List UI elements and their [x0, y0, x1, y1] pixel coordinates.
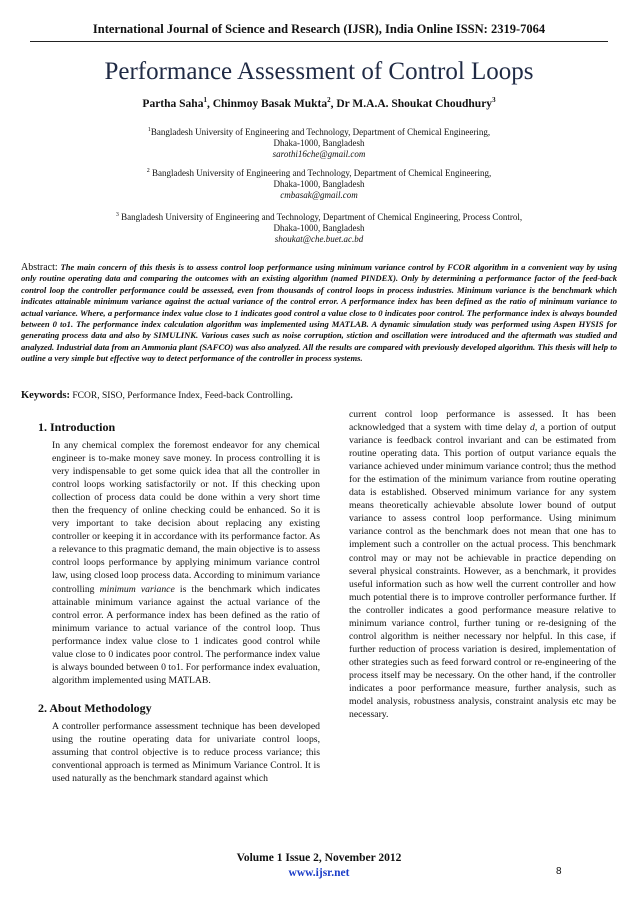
- italic-term: d: [529, 422, 535, 434]
- header-divider: [30, 41, 608, 42]
- paragraph-text: is the benchmark which indicates attainable minimum variance against the actual variance of the control error. A performance index has been defined as the ratio of minimum variance to actual variance of the control loop. Thus performance index value close to 1 indicates good control while value close to 0 indicates poor control. The performance index value is always bounded between 0 to1. For performance index evaluation, algorithm implemented using MATLAB.: [52, 583, 320, 686]
- author-name: Partha Saha: [142, 97, 204, 110]
- affiliation-sup: 1: [147, 127, 151, 133]
- italic-term: minimum variance: [99, 583, 175, 595]
- affiliation-sup: 2: [146, 168, 150, 174]
- author-sup: 3: [492, 96, 496, 104]
- abstract-label: Abstract:: [21, 262, 58, 273]
- right-column: [336, 408, 616, 721]
- affiliation-line: [0, 166, 638, 179]
- paragraph-text: In any chemical complex the foremost endeavor for any chemical engineer is to-make money save money. In process controlling it is very indispensable to get some quick idea that all the controller in control loops working satisfactorily or not. If this checking upon collection of process data could be done within a very short time then the frequency of online checking could be enhanced. So it is very important to take decision about replacing any existing controller or keeping it in accordance with its performance factor. As a relevance to this pragmatic demand, the main objective is to assess control loops performance by applying minimum variance control law, using closed loop process data. According to minimum variance controlling: [52, 440, 320, 595]
- affiliation-city: Dhaka-1000, Bangladesh: [273, 223, 365, 233]
- affiliation-1: [0, 125, 638, 160]
- author-email: cmbasak@gmail.com: [280, 190, 358, 200]
- footer-url-link[interactable]: www.ijsr.net: [288, 867, 350, 879]
- keywords-end: .: [290, 391, 293, 401]
- affiliation-2: [0, 166, 638, 201]
- author-email: shoukat@che.buet.ac.bd: [274, 234, 364, 244]
- author-name: Chinmoy Basak Mukta: [212, 97, 328, 110]
- page-number: 8: [556, 866, 562, 877]
- journal-header: International Journal of Science and Research (IJSR), India Online ISSN: 2319-7064: [92, 22, 546, 36]
- paragraph-text: , a portion of output variance is feedback control invariant and can be estimated from routine operating data. This portion of output variance equals the variance achieved under minimum variance control; thus the method for the estimation of the minimum variance from routine operating data is established. Observed minimum variance for any system means theoretically achievable absolute lower bound of output variance to assess control loop performance. Using minimum variance control as the benchmark does not mean that one has to implement such a controller on the actual process. This benchmark control may or may not be achievable in practice depending on several physical constraints. However, as a benchmark, it provides useful information such as how well the current controller and how much potential there is to improve controller performance further. If the controller indicates a good performance measure relative to minimum variance control, further tuning or re-designing of the control algorithm is neither necessary nor helpful. In this case, if further reduction of process variation is desired, implementation of other strategies such as feed forward control or re-engineering of the process itself may be necessary. On the other hand, if the controller indicates a poor performance measure, further analysis, such as model analysis, robustness analysis, constraint analysis etc may be necessary.: [349, 422, 616, 721]
- author-email: sarothi16che@gmail.com: [272, 149, 366, 159]
- section-heading-methodology: 2. About Methodology: [38, 700, 152, 715]
- left-column: [38, 420, 320, 785]
- introduction-paragraph: [38, 439, 320, 687]
- author-sep: ,: [206, 97, 213, 110]
- methodology-paragraph: A controller performance assessment technique has been developed using the routine operating data for univariate control loops, assuming that control objective is to reduce process variance; this conventional approach is termed as Minimum Variance Control. It is used naturally as the benchmark standard against which: [52, 720, 320, 785]
- affiliation-line: [0, 210, 638, 223]
- author-sup: 2: [327, 96, 331, 104]
- abstract: [21, 262, 617, 365]
- keywords-label: Keywords:: [21, 390, 70, 401]
- affiliation-line: [0, 125, 638, 138]
- author-name: Dr M.A.A. Shoukat Choudhury: [336, 97, 493, 110]
- section-heading-introduction: 1. Introduction: [38, 420, 116, 434]
- affiliation-city: Dhaka-1000, Bangladesh: [273, 138, 365, 148]
- methodology-continued-paragraph: [336, 408, 616, 721]
- keywords: [21, 390, 617, 401]
- author-sup: 1: [203, 96, 207, 104]
- abstract-text: The main concern of this thesis is to assess control loop performance using minimum variance control by FCOR algorithm in a convenient way by using only routine operating data and comparing the outcomes with an existing algorithm (named PINDEX). Only by determining a performance factor of the feed-back control loop the controller performance could be assessed, even from thousands of control loops in process industries. Minimum variance is the benchmark which indicates attainable minimum variance against the actual variance of the control error. A performance index has been defined as the ratio of minimum variance to actual variance. Where, a performance index value close to 1 indicates good control a value close to 0 indicates poor control. The performance index is always bounded between 0 to1. The performance index calculation algorithm was implemented using MATLAB. A dynamic simulation study was performed using Aspen HYSIS for generating process data and also by SIMULINK. Various cases such as noise corruption, stiction and oscillation were introduced and the aftermath was studied and analyzed. Industrial data from an Ammonia plant (SAFCO) was also analyzed. All the results are compared with previously developed algorithm. This thesis will help to outline a very simple but effective way to detect performance of the controller in process systems.: [21, 262, 617, 364]
- paper-title: Performance Assessment of Control Loops: [104, 58, 534, 85]
- affiliation-sup: 3: [115, 212, 119, 218]
- affiliation-3: [0, 210, 638, 245]
- author-sep: ,: [330, 97, 337, 110]
- paragraph-text: current control loop performance is assessed. It has been acknowledged that a system with time delay: [349, 409, 616, 434]
- affiliation-institution: Bangladesh University of Engineering and Technology, Department of Chemical Engineering,: [151, 168, 492, 178]
- footer-volume: Volume 1 Issue 2, November 2012: [236, 852, 402, 864]
- affiliation-institution: Bangladesh University of Engineering and Technology, Department of Chemical Engineering,: [150, 127, 491, 137]
- affiliation-institution: Bangladesh University of Engineering and Technology, Department of Chemical Engineering, Process Control,: [121, 212, 523, 222]
- author-list: [0, 96, 638, 110]
- keywords-text: FCOR, SISO, Performance Index, Feed-back Controlling: [72, 391, 291, 401]
- affiliation-city: Dhaka-1000, Bangladesh: [273, 179, 365, 189]
